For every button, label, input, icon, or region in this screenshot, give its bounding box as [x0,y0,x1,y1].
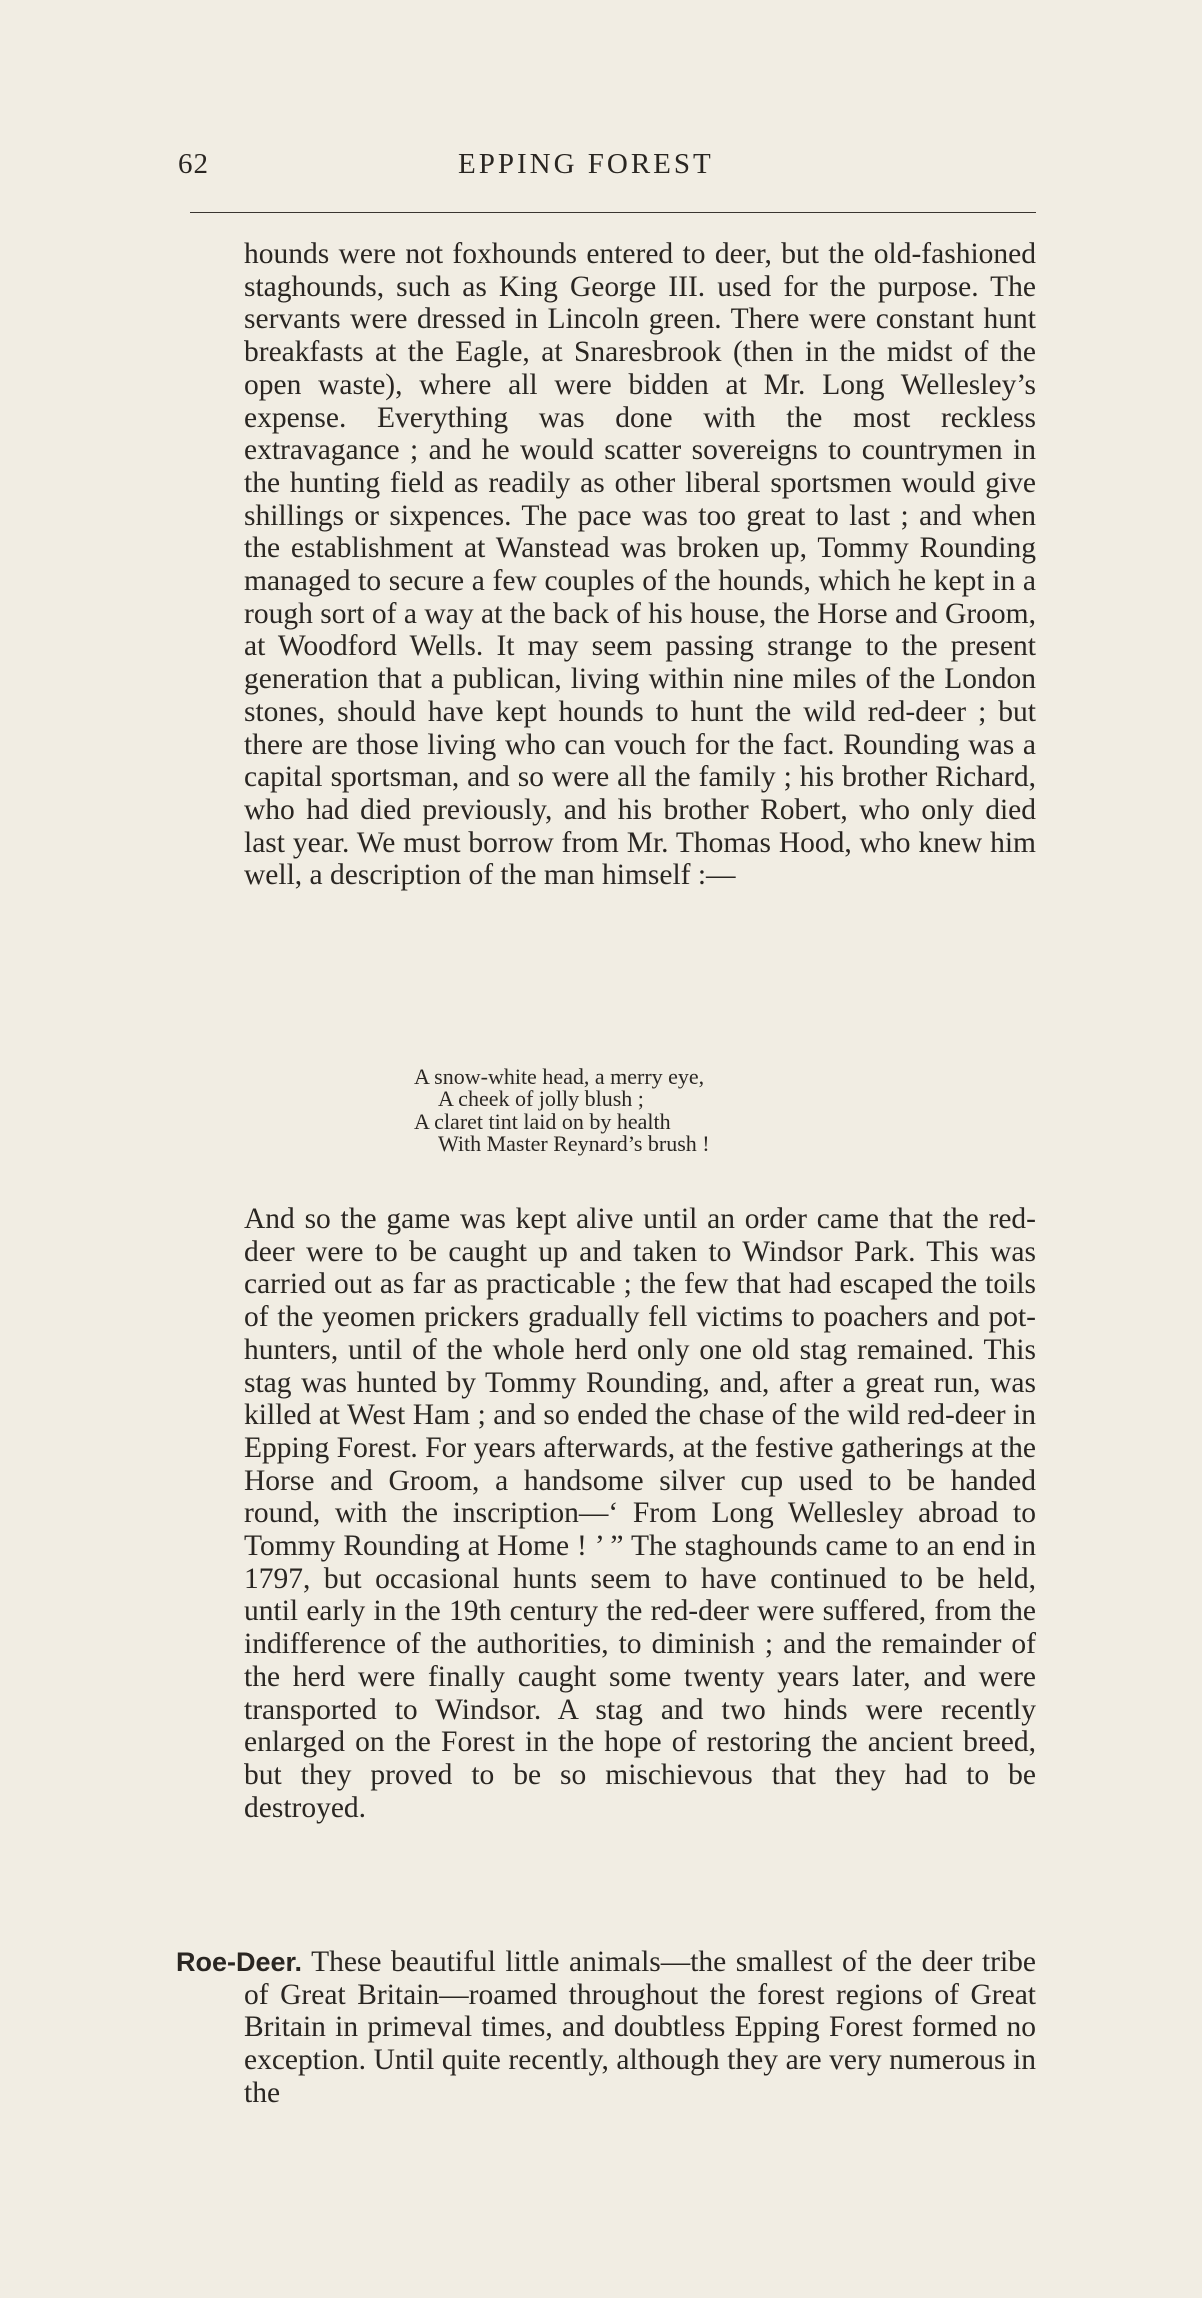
verse-line: A cheek of jolly blush ; [438,1086,644,1112]
paragraph-red-deer-end: And so the game was kept alive until an order came that the red-deer were to be caught up and taken to Windsor Park. This was carried out as far as practicable ; the few that had escaped the toils of the yeomen prickers gradually fell victims to poachers and pot-hunters, until of the whole herd only one old stag remained. This stag was hunted by Tommy Rounding, and, after a great run, was killed at West Ham ; and so ended the chase of the wild red-deer in Epping Forest. For years afterwards, at the festive gatherings at the Horse and Groom, a handsome silver cup used to be handed round, with the inscription—‘ From Long Wellesley abroad to Tommy Rounding at Home ! ’ ” The staghounds came to an end in 1797, but occasional hunts seem to have continued to be held, until early in the 19th century the red-deer were suffered, from the indifference of the authorities, to diminish ; and the remainder of the herd were finally caught some twenty years later, and were transported to Windsor. A stag and two hinds were recently enlarged on the Forest in the hope of restoring the ancient breed, but they proved to be so mischievous that they had to be destroyed. [244,1203,1036,1824]
page-number: 62 [178,148,209,180]
roe-deer-text: These beautiful little animals—the smallest of the deer tribe of Great Britain—roamed throughout the forest regions of Great Britain in primeval times, and doubtless Epping Forest formed no exception. Until quite recently, although they are very numerous in the [244,1946,1036,2109]
paragraph-roe-deer [176,1946,1036,2110]
verse-line: With Master Reynard’s brush ! [438,1131,710,1157]
verse-line: A snow-white head, a merry eye, [414,1064,705,1089]
header-rule [190,212,1036,213]
verse-line: A claret tint laid on by health [414,1108,671,1134]
verse-quotation [414,1066,834,1156]
roe-deer-section [176,1946,1036,2110]
running-title: EPPING FOREST [458,148,714,180]
paragraph-hunt-history: hounds were not foxhounds entered to deer, but the old-fashioned staghounds, such as King George III. used for the purpose. The servants were dressed in Lincoln green. There were constant hunt breakfasts at the Eagle, at Snaresbrook (then in the midst of the open waste), where all were bidden at Mr. Long Wellesley’s expense. Everything was done with the most reckless extravagance ; and he would scatter sovereigns to countrymen in the hunting field as readily as other liberal sportsmen would give shillings or sixpences. The pace was too great to last ; and when the establishment at Wanstead was broken up, Tommy Rounding managed to secure a few couples of the hounds, which he kept in a rough sort of a way at the back of his house, the Horse and Groom, at Woodford Wells. It may seem passing strange to the present generation that a publican, living within nine miles of the London stones, should have kept hounds to hunt the wild red-deer ; but there are those living who can vouch for the fact. Rounding was a capital sportsman, and so were all the family ; his brother Richard, who had died previously, and his brother Robert, who only died last year. We must borrow from Mr. Thomas Hood, who knew him well, a description of the man himself :— [244,238,1036,892]
body-column-continued [244,1203,1036,1824]
side-heading-roe-deer: Roe-Deer. [176,1947,303,1977]
running-head [178,148,1034,188]
body-column [244,238,1036,892]
